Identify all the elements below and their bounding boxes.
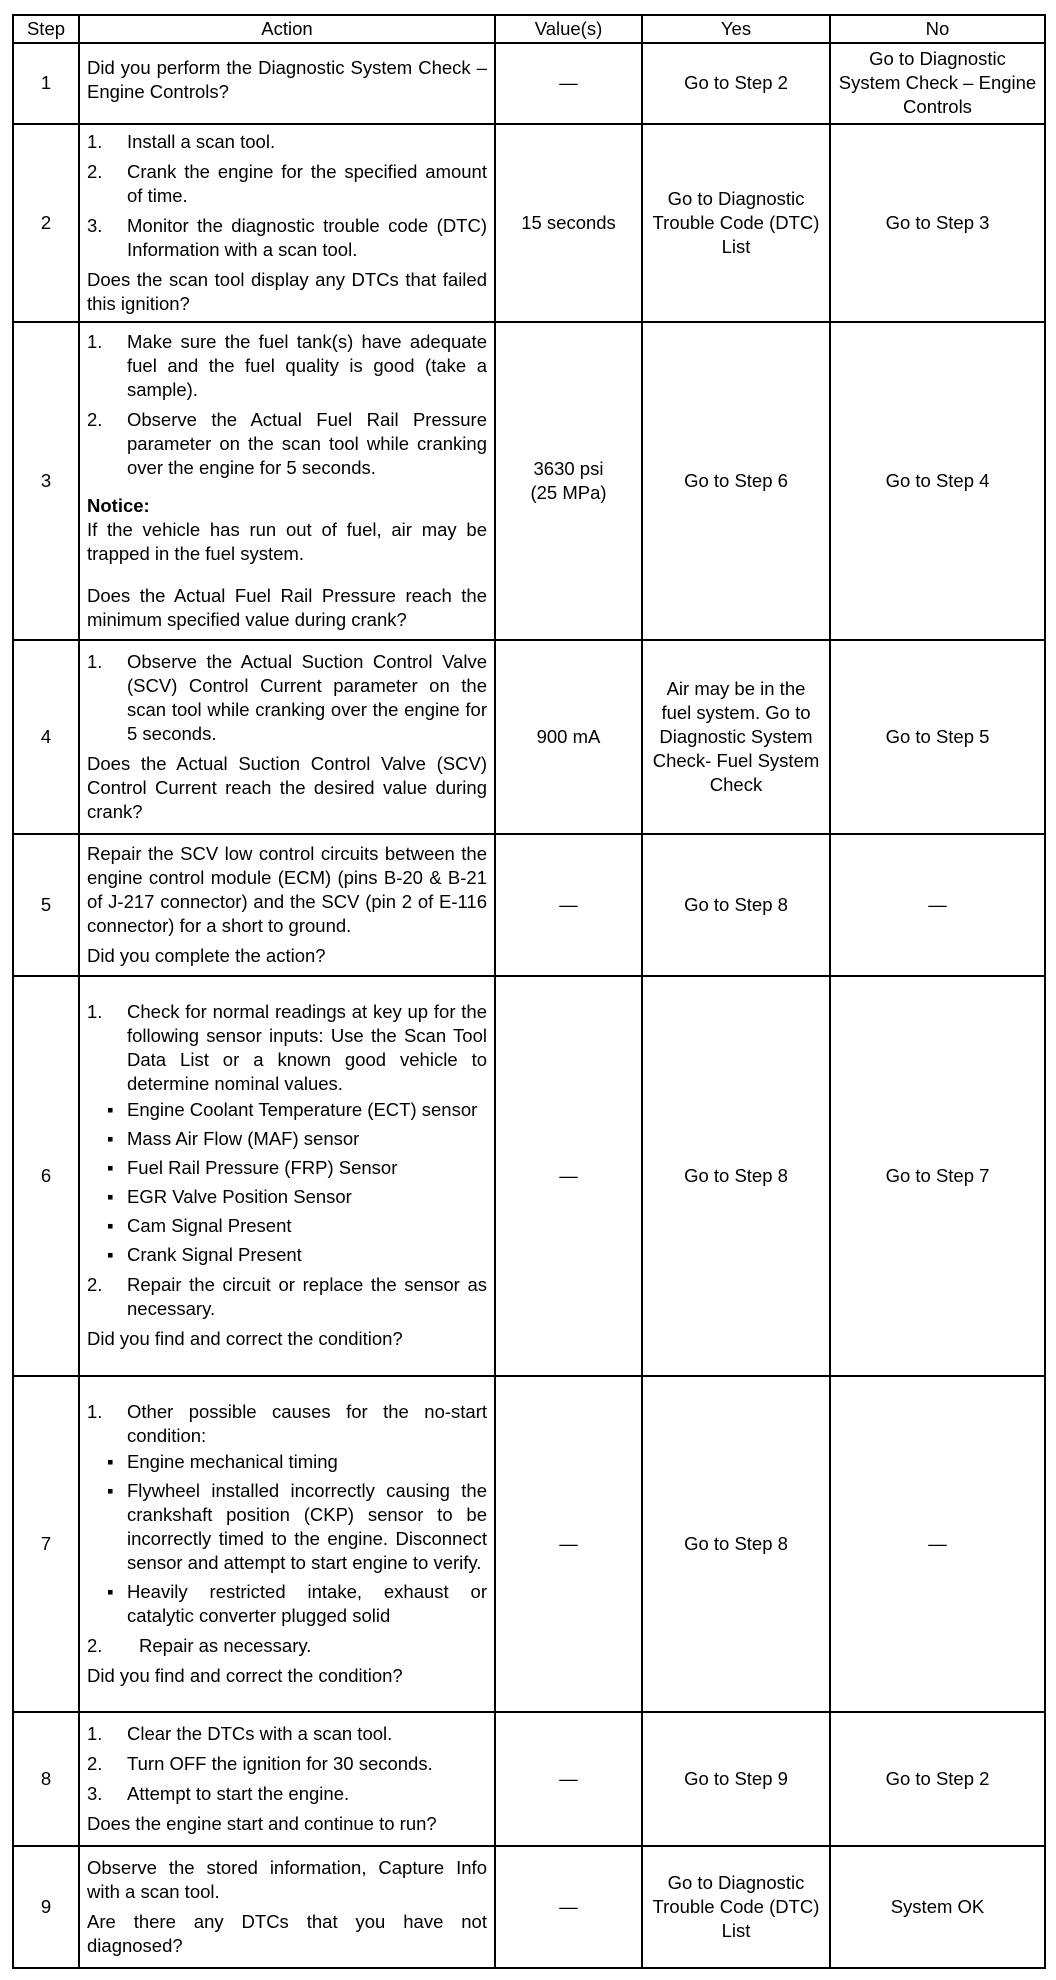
table-row <box>13 1376 1045 1712</box>
question-text: Did you complete the action? <box>87 944 326 966</box>
table-row <box>13 834 1045 976</box>
no-cell: Go to Diagnostic System Check – Engine Controls <box>830 43 1045 124</box>
list-item: 1. Observe the Actual Suction Control Valve (SCV) Control Current parameter on the scan tool while cranking over the engine for 5 seconds. <box>87 650 487 744</box>
value-cell: — <box>495 1712 642 1846</box>
value-cell: 3630 psi (25 MPa) <box>495 322 642 640</box>
list-item: 1. Make sure the fuel tank(s) have adequate fuel and the fuel quality is good (take a sample). <box>87 330 487 400</box>
value-cell: — <box>495 834 642 976</box>
list-item: 1. Install a scan tool. <box>87 130 276 152</box>
header-step: Step <box>13 15 79 43</box>
notice-text: If the vehicle has run out of fuel, air may be trapped in the fuel system. <box>87 518 487 564</box>
list-item: 2. Repair as necessary. <box>87 1634 312 1656</box>
table-row <box>13 1712 1045 1846</box>
question-text: Are there any DTCs that you have not diagnosed? <box>87 1910 487 1956</box>
table-row <box>13 43 1045 124</box>
question-text: Does the scan tool display any DTCs that failed this ignition? <box>87 268 487 314</box>
notice-title: Notice: <box>87 494 150 516</box>
list-item: 2. Repair the circuit or replace the sensor as necessary. <box>87 1274 487 1319</box>
value-cell: — <box>495 976 642 1376</box>
table-row <box>13 124 1045 322</box>
action-cell <box>79 1712 495 1846</box>
question-text: Does the engine start and continue to run? <box>87 1812 437 1834</box>
no-cell: Go to Step 3 <box>830 124 1045 322</box>
action-cell <box>79 1846 495 1968</box>
bullet-item: ▪ Mass Air Flow (MAF) sensor <box>107 1128 360 1149</box>
question-text: Did you find and correct the condition? <box>87 1328 403 1349</box>
action-cell <box>79 834 495 976</box>
yes-cell: Go to Step 8 <box>642 1376 830 1712</box>
value-cell: 15 seconds <box>495 124 642 322</box>
value-cell: — <box>495 1376 642 1712</box>
list-item: 2. Turn OFF the ignition for 30 seconds. <box>87 1752 433 1774</box>
list-item: 2. Observe the Actual Fuel Rail Pressure parameter on the scan tool while cranking over the engine for 5 seconds. <box>87 408 487 478</box>
no-cell: — <box>830 1376 1045 1712</box>
header-yes: Yes <box>642 15 830 43</box>
yes-cell: Go to Step 2 <box>642 43 830 124</box>
bullet-item: ▪ EGR Valve Position Sensor <box>107 1186 352 1207</box>
question-text: Does the Actual Fuel Rail Pressure reach the minimum specified value during crank? <box>87 584 487 630</box>
table-row <box>13 1846 1045 1968</box>
step-number: 2 <box>13 124 79 322</box>
list-item: 1. Other possible causes for the no-start condition: ▪ Engine mechanical timing ▪ Flywheel installed incorrectly causing the crankshaft position (CKP) sensor to be incorrectly timed to the engine. Disconnect sensor and attempt to start engine to verify. ▪ Heavily restricted intake, exhaust or catalytic converter plugged solid <box>87 1400 487 1626</box>
value-cell: 900 mA <box>495 640 642 834</box>
step-number: 9 <box>13 1846 79 1968</box>
bullet-item: ▪ Flywheel installed incorrectly causing the crankshaft position (CKP) sensor to be incorrectly timed to the engine. Disconnect sensor and attempt to start engine to verify. <box>107 1479 487 1573</box>
step-number: 5 <box>13 834 79 976</box>
action-cell <box>79 640 495 834</box>
step-number: 7 <box>13 1376 79 1712</box>
value-cell: — <box>495 1846 642 1968</box>
yes-cell: Go to Step 9 <box>642 1712 830 1846</box>
list-item: 3. Monitor the diagnostic trouble code (DTC) Information with a scan tool. <box>87 214 487 260</box>
step-number: 3 <box>13 322 79 640</box>
no-cell: Go to Step 2 <box>830 1712 1045 1846</box>
yes-cell: Go to Diagnostic Trouble Code (DTC) List <box>642 1846 830 1968</box>
no-cell: System OK <box>830 1846 1045 1968</box>
step-number: 8 <box>13 1712 79 1846</box>
action-cell <box>79 43 495 124</box>
bullet-item: ▪ Engine Coolant Temperature (ECT) sensor <box>107 1099 478 1120</box>
table-row <box>13 640 1045 834</box>
step-number: 1 <box>13 43 79 124</box>
action-cell <box>79 322 495 640</box>
action-text: Observe the stored information, Capture Info with a scan tool. <box>87 1856 487 1902</box>
question-text: Did you find and correct the condition? <box>87 1664 403 1686</box>
list-item: 3. Attempt to start the engine. <box>87 1782 350 1804</box>
yes-cell: Go to Step 6 <box>642 322 830 640</box>
action-text: Did you perform the Diagnostic System Check – Engine Controls? <box>87 57 487 102</box>
step-number: 4 <box>13 640 79 834</box>
action-text: Repair the SCV low control circuits between the engine control module (ECM) (pins B-20 & B-21 of J-217 connector) and the SCV (pin 2 of E-116 connector) for a short to ground. <box>87 842 487 936</box>
header-action: Action <box>79 15 495 43</box>
header-values: Value(s) <box>495 15 642 43</box>
diagnostic-table <box>12 14 1046 1969</box>
no-cell: Go to Step 7 <box>830 976 1045 1376</box>
table-row <box>13 322 1045 640</box>
table-row <box>13 976 1045 1376</box>
header-no: No <box>830 15 1045 43</box>
bullet-item: ▪ Crank Signal Present <box>107 1244 302 1265</box>
question-text: Does the Actual Suction Control Valve (SCV) Control Current reach the desired value during crank? <box>87 752 487 822</box>
action-cell <box>79 1376 495 1712</box>
list-item: 1. Clear the DTCs with a scan tool. <box>87 1722 393 1744</box>
no-cell: Go to Step 5 <box>830 640 1045 834</box>
bullet-item: ▪ Cam Signal Present <box>107 1215 292 1236</box>
bullet-item: ▪ Heavily restricted intake, exhaust or catalytic converter plugged solid <box>107 1580 487 1626</box>
step-number: 6 <box>13 976 79 1376</box>
no-cell: Go to Step 4 <box>830 322 1045 640</box>
list-item: 1. Check for normal readings at key up for the following sensor inputs: Use the Scan Tool Data List or a known good vehicle to determine nominal values. ▪ Engine Coolant Temperature (ECT) sensor ▪ Mass Air Flow (MAF) sensor ▪ Fuel Rail Pressure (FRP) Sensor ▪ EGR Valve Position Sensor ▪ Cam Signal Present ▪ Crank Signal Present <box>87 1001 487 1265</box>
no-cell: — <box>830 834 1045 976</box>
header-row <box>13 15 1045 43</box>
action-cell <box>79 124 495 322</box>
bullet-item: ▪ Engine mechanical timing <box>107 1450 338 1472</box>
yes-cell: Go to Step 8 <box>642 976 830 1376</box>
bullet-item: ▪ Fuel Rail Pressure (FRP) Sensor <box>107 1157 398 1178</box>
yes-cell: Go to Step 8 <box>642 834 830 976</box>
yes-cell: Go to Diagnostic Trouble Code (DTC) List <box>642 124 830 322</box>
list-item: 2. Crank the engine for the specified amount of time. <box>87 160 487 206</box>
value-cell: — <box>495 43 642 124</box>
action-cell <box>79 976 495 1376</box>
yes-cell: Air may be in the fuel system. Go to Diagnostic System Check- Fuel System Check <box>642 640 830 834</box>
